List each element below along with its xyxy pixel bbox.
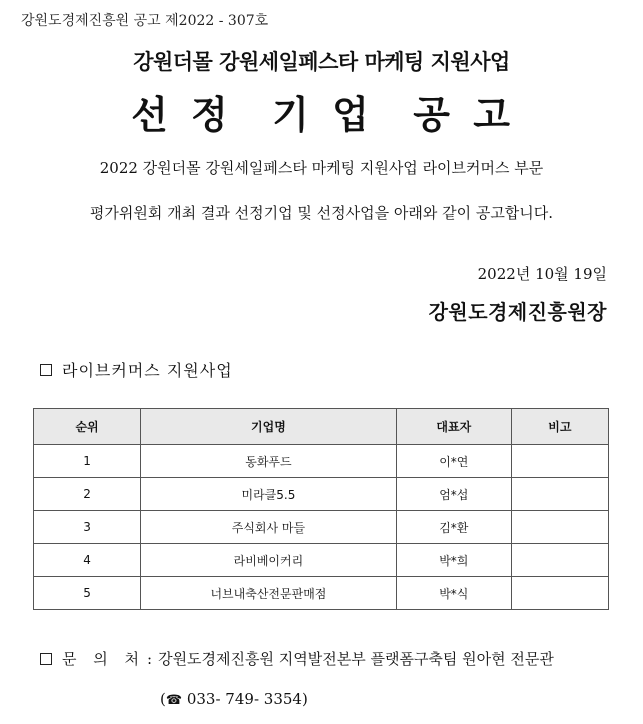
- cell-company: 너브내축산전문판매점: [141, 577, 397, 610]
- cell-note: [511, 445, 608, 478]
- contact-separator: :: [147, 649, 153, 668]
- checkbox-icon: [40, 653, 52, 665]
- contact-phone: (☎ 033- 749- 3354): [160, 690, 308, 708]
- table-row: [34, 544, 609, 577]
- contact-info: [40, 648, 554, 669]
- issuer-name: 강원도경제진흥원장: [428, 300, 607, 324]
- cell-rank: 1: [34, 445, 141, 478]
- cell-rank: 5: [34, 577, 141, 610]
- header-representative: 대표자: [396, 409, 511, 445]
- cell-representative: 박*식: [396, 577, 511, 610]
- table-row: [34, 478, 609, 511]
- cell-representative: 이*연: [396, 445, 511, 478]
- contact-value: 강원도경제진흥원 지역발전본부 플랫폼구축팀 원아현 전문관: [158, 650, 554, 668]
- cell-rank: 2: [34, 478, 141, 511]
- selected-companies-table: [33, 408, 609, 610]
- section-title: 라이브커머스 지원사업: [62, 361, 233, 380]
- notice-number: 강원도경제진흥원 공고 제2022 - 307호: [21, 13, 269, 29]
- cell-note: [511, 511, 608, 544]
- cell-company: 미라클5.5: [141, 478, 397, 511]
- table-row: [34, 577, 609, 610]
- announcement-date: 2022년 10월 19일: [477, 265, 607, 283]
- table-row: [34, 511, 609, 544]
- header-company: 기업명: [141, 409, 397, 445]
- cell-representative: 엄*섭: [396, 478, 511, 511]
- checkbox-icon: [40, 364, 52, 376]
- document-title: 강원더몰 강원세일페스타 마케팅 지원사업: [133, 50, 510, 74]
- contact-label: 문 의 처: [62, 650, 146, 668]
- cell-representative: 박*희: [396, 544, 511, 577]
- table-row: [34, 445, 609, 478]
- cell-rank: 4: [34, 544, 141, 577]
- body-text-line-1: 2022 강원더몰 강원세일페스타 마케팅 지원사업 라이브커머스 부문: [99, 159, 544, 177]
- cell-representative: 김*환: [396, 511, 511, 544]
- cell-note: [511, 478, 608, 511]
- table-header-row: [34, 409, 609, 445]
- cell-company: 동화푸드: [141, 445, 397, 478]
- cell-company: 라비베이커리: [141, 544, 397, 577]
- header-rank: 순위: [34, 409, 141, 445]
- phone-number: 033- 749- 3354: [186, 690, 302, 708]
- header-note: 비고: [511, 409, 608, 445]
- cell-company: 주식회사 마들: [141, 511, 397, 544]
- body-text-line-2: 평가위원회 개최 결과 선정기업 및 선정사업을 아래와 같이 공고합니다.: [89, 204, 554, 222]
- cell-note: [511, 577, 608, 610]
- document-subtitle: 선 정 기 업 공 고: [131, 93, 512, 137]
- section-heading: [40, 358, 233, 381]
- cell-note: [511, 544, 608, 577]
- phone-icon: ☎: [165, 693, 183, 708]
- cell-rank: 3: [34, 511, 141, 544]
